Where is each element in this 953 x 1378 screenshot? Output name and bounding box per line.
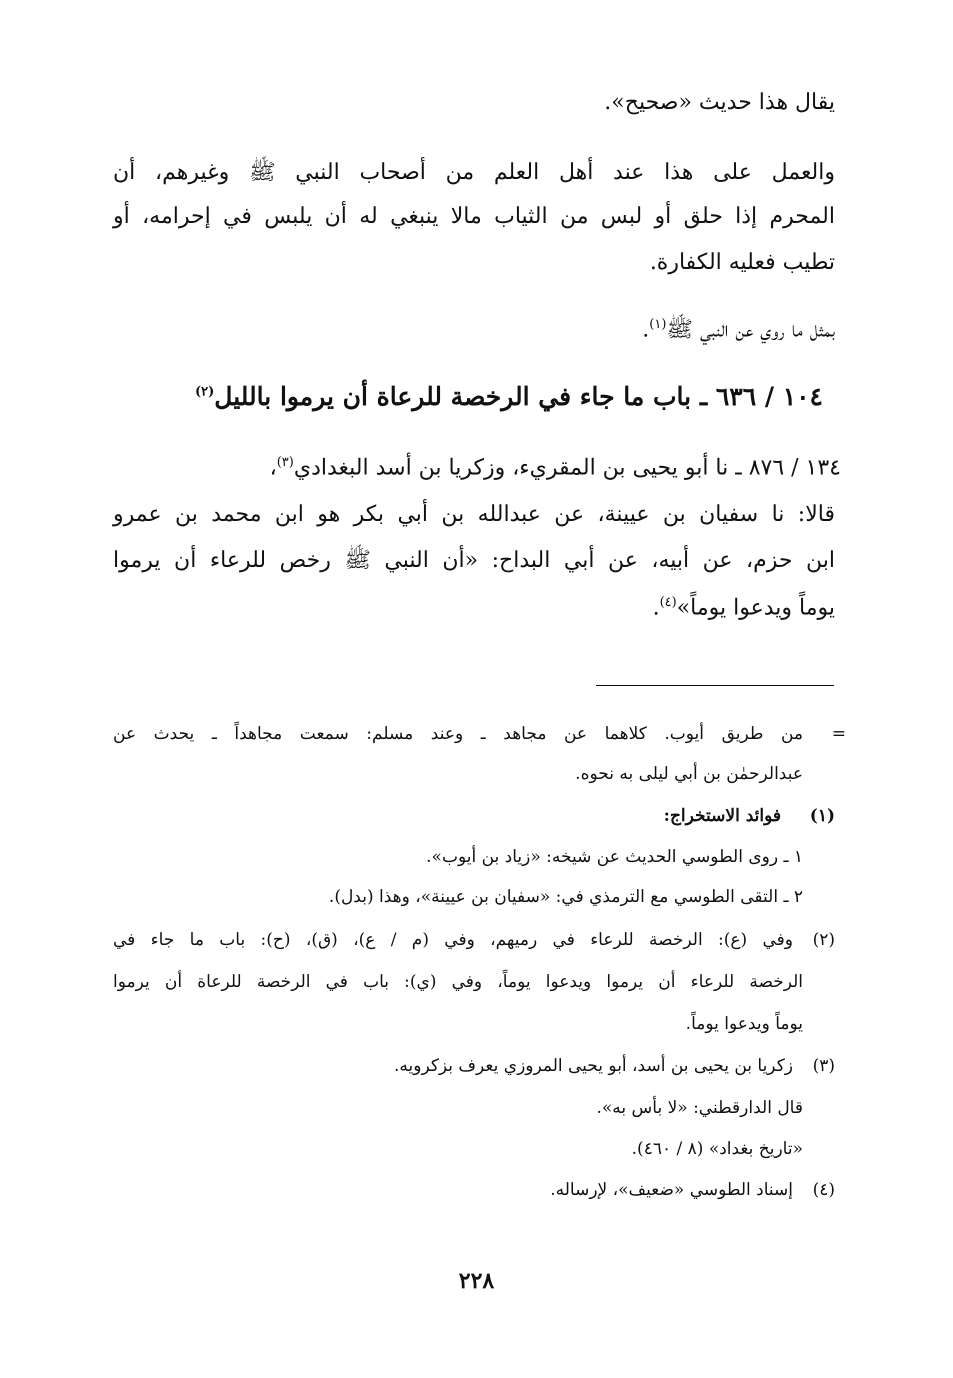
footnote-ref: (٤): [659, 595, 677, 610]
footnote-line: الرخصة للرعاء أن يرموا ويدعوا يوماً، وفي (ي): باب في الرخصة للرعاة أن يرموا: [113, 972, 803, 992]
footnote-ref: (٣): [276, 455, 294, 470]
body-text: ابن حزم، عن أبيه، عن أبي البداح: «أن النبي ﷺ رخص للرعاء أن يرموا: [113, 548, 835, 573]
footnote-line: يوماً ويدعوا يوماً.: [685, 1014, 803, 1034]
footnote-line: فوائد الاستخراج:: [663, 806, 781, 826]
footnote-line: ١ ـ روى الطوسي الحديث عن شيخه: «زياد بن أيوب».: [426, 847, 803, 867]
heading-text: ١٠٤ / ٦٣٦ ـ باب ما جاء في الرخصة للرعاة أن يرموا بالليل: [214, 382, 823, 411]
footnote-number: (٤): [812, 1180, 835, 1200]
chapter-heading: [195, 382, 823, 411]
body-text: .: [642, 317, 650, 343]
footnote-line: قال الدارقطني: «لا بأس به».: [596, 1098, 803, 1118]
footnote-number: (١): [809, 806, 835, 826]
body-line-6: [270, 456, 841, 479]
body-text: قالا: نا سفيان بن عيينة، عن عبدالله بن أبي بكر هو ابن محمد بن عمرو: [113, 502, 835, 527]
footnote-line: من طريق أيوب. كلاهما عن مجاهد ـ وعند مسلم: سمعت مجاهداً ـ يحدث عن: [113, 724, 803, 744]
footnote-line: وفي (ع): الرخصة للرعاء في رميهم، وفي (م / ع)، (ق)، (ح): باب ما جاء في: [113, 930, 793, 950]
body-line-1: [604, 92, 835, 114]
body-text: المحرم إذا حلق أو لبس من الثياب مالا ينبغي له أن يلبس في إحرامه، أو: [113, 204, 835, 229]
body-text: ١٣٤ / ٨٧٦ ـ نا أبو يحيى بن المقريء، وزكريا بن أسد البغدادي: [293, 455, 841, 481]
footnote-separator: [596, 685, 834, 686]
body-line-5: [642, 318, 835, 341]
body-line-8: [113, 550, 835, 572]
footnote-line: ٢ ـ التقى الطوسي مع الترمذي في: «سفيان بن عيينة»، وهذا (بدل).: [328, 887, 803, 907]
footnote-number: (٢): [812, 930, 835, 950]
footnote-number: (٣): [812, 1056, 835, 1076]
page-number: ٢٢٨: [458, 1268, 495, 1294]
body-line-2: [113, 162, 835, 184]
body-text: والعمل على هذا عند أهل العلم من أصحاب النبي ﷺ وغيرهم، أن: [113, 160, 835, 185]
footnote-ref: (١): [649, 317, 667, 332]
footnote-continuation-mark: =: [831, 724, 846, 744]
body-line-7: [113, 504, 835, 526]
body-line-9: [653, 596, 835, 619]
footnote-line: إسناد الطوسي «ضعيف»، لإرساله.: [550, 1180, 793, 1200]
body-text: .: [652, 595, 660, 621]
body-text: يوماً ويدعوا يوماً»: [676, 595, 835, 621]
body-text: ،: [269, 455, 277, 481]
footnote-ref: (٢): [195, 384, 215, 400]
footnote-line: «تاريخ بغداد» (٨ / ٤٦٠).: [631, 1139, 803, 1159]
body-text: تطيب فعليه الكفارة.: [649, 250, 835, 275]
footnote-line: عبدالرحمٰن بن أبي ليلى به نحوه.: [575, 764, 803, 784]
body-line-4: [650, 252, 835, 274]
body-text: بمثل ما روي عن النبي ﷺ: [666, 317, 835, 343]
body-text: يقال هذا حديث «صحيح».: [604, 90, 835, 115]
body-line-3: [113, 206, 835, 228]
footnote-line: زكريا بن يحيى بن أسد، أبو يحيى المروزي يعرف بزكرويه.: [393, 1056, 793, 1076]
